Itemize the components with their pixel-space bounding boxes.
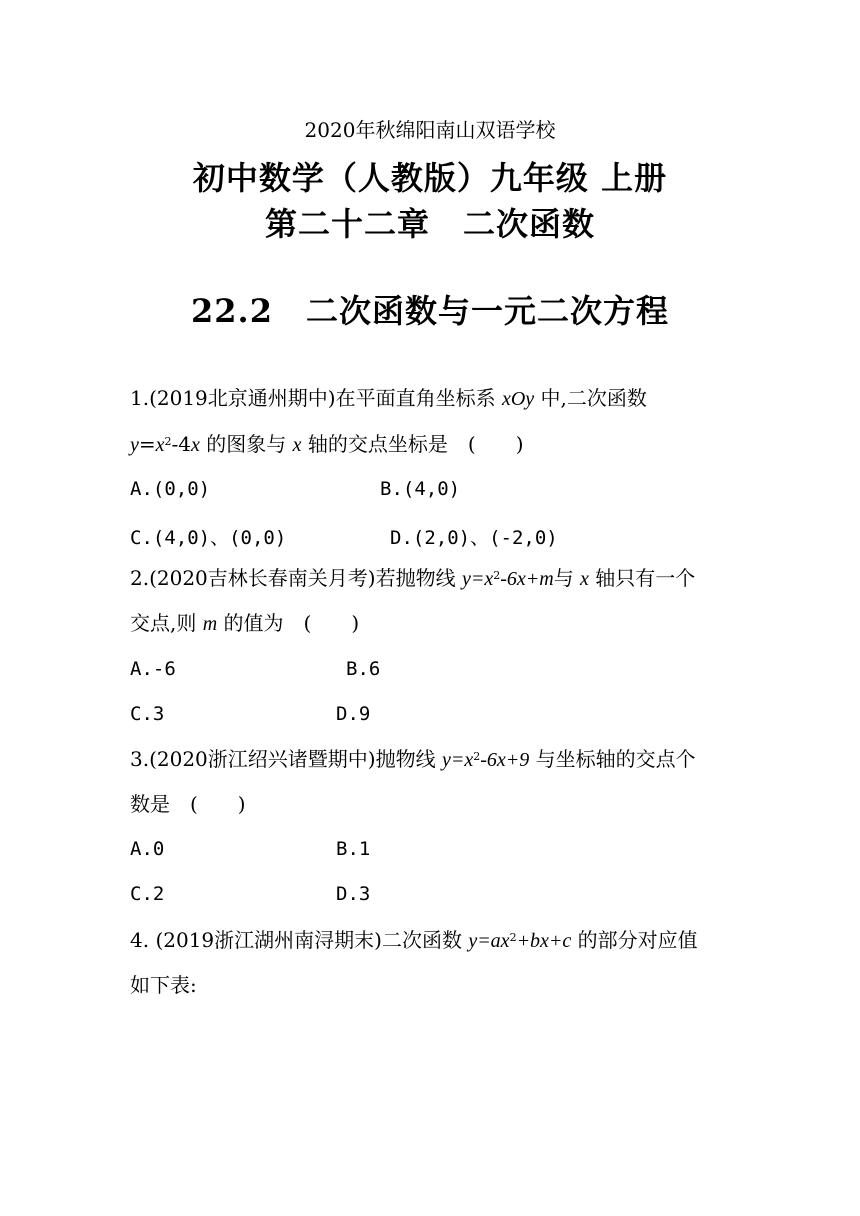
q2-option-c: C.3 [130, 703, 165, 725]
q1-eq-exp: 2 [164, 435, 172, 448]
q1-after-eq: 的图象与 [199, 432, 293, 456]
q2-tail: 轴只有一个 [588, 566, 696, 590]
q1-option-d: D.(2,0)、(-2,0) [390, 527, 558, 549]
course-title: 初中数学（人教版）九年级 上册 [192, 159, 668, 197]
q2-option-d: D.9 [336, 703, 371, 725]
q4-eq-exp: 2 [509, 931, 517, 944]
q3-tail: 与坐标轴的交点个 [529, 747, 696, 771]
q3-line2: 数是 ( ) [130, 792, 246, 816]
q4-prefix: 4. (2019浙江湖州南浔期末)二次函数 [130, 928, 469, 952]
q2-axis: x [580, 568, 589, 590]
q1-eq-y: y [130, 434, 139, 456]
q1-axis: x [292, 434, 302, 456]
q4-eq-rest: +bx+c [516, 930, 572, 952]
q2-option-b: B.6 [346, 658, 381, 680]
q3-prefix: 3.(2020浙江绍兴诸暨期中)抛物线 [130, 747, 442, 771]
q1-prefix: 1.(2019北京通州期中)在平面直角坐标系 [130, 386, 502, 410]
q3-option-d: D.3 [336, 883, 371, 905]
q1-line1 [130, 386, 647, 411]
q3-eq-rest: -6x+9 [480, 749, 530, 771]
q3-option-a: A.0 [130, 838, 165, 860]
q1-eq-rest: -4 [171, 432, 192, 456]
q4-line1 [130, 928, 698, 953]
q2-eq-rest: -6x+m [500, 568, 554, 590]
q2-eq: y=x [461, 568, 494, 590]
q1-option-b: B.(4,0) [380, 478, 461, 500]
section-title: 22.2 二次函数与一元二次方程 [191, 292, 669, 330]
q2-var: m [202, 613, 218, 635]
school-name: 2020年秋绵阳南山双语学校 [304, 118, 556, 142]
chapter-title: 第二十二章 二次函数 [264, 205, 595, 243]
q2-line2-a: 交点,则 [130, 611, 203, 635]
q1-mid: 中,二次函数 [534, 386, 647, 410]
q3-eq-exp: 2 [473, 750, 481, 763]
q2-mid: 与 [553, 566, 581, 590]
q2-eq-exp: 2 [493, 569, 501, 582]
q1-coord: xOy [501, 388, 535, 410]
q4-line2: 如下表: [130, 973, 197, 997]
q2-line2-b: 的值为 ( ) [217, 611, 360, 635]
q2-line1 [130, 566, 695, 591]
q1-eq-x: x [155, 434, 165, 456]
q2-option-a: A.-6 [130, 658, 176, 680]
q3-option-c: C.2 [130, 883, 165, 905]
q1-tail: 轴的交点坐标是 ( ) [301, 432, 524, 456]
q1-option-a: A.(0,0) [130, 478, 211, 500]
q3-option-b: B.1 [336, 838, 371, 860]
q1-line2 [130, 432, 524, 457]
q1-eq-eq: = [138, 432, 156, 456]
q2-prefix: 2.(2020吉林长春南关月考)若抛物线 [130, 566, 462, 590]
q1-option-c: C.(4,0)、(0,0) [130, 527, 287, 549]
q2-line2 [130, 611, 359, 636]
q3-line1 [130, 747, 696, 772]
q3-eq: y=x [441, 749, 474, 771]
q4-tail: 的部分对应值 [571, 928, 698, 952]
q4-eq: y=ax [468, 930, 510, 952]
q1-eq-x2: x [191, 434, 200, 456]
